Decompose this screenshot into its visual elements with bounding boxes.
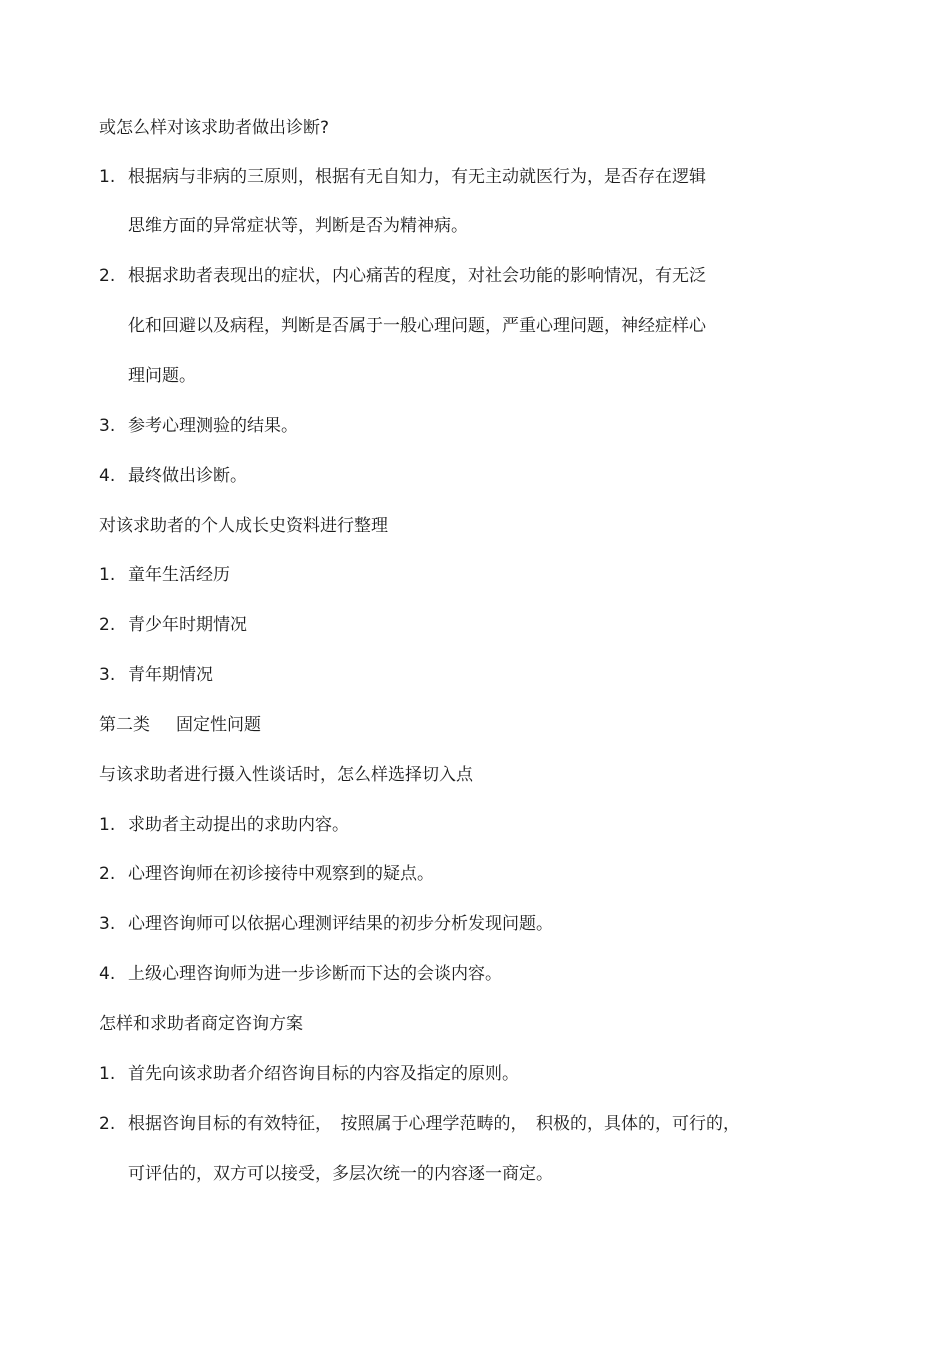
item-text: 思维方面的异常症状等，判断是否为精神病。	[128, 216, 468, 236]
item-text: 化和回避以及病程，判断是否属于一般心理问题，严重心理问题，神经症样心	[128, 316, 706, 336]
category-label: 第二类	[99, 715, 150, 735]
item-text: 上级心理咨询师为进一步诊断而下达的会谈内容。	[128, 964, 502, 984]
section-heading: 怎样和求助者商定咨询方案	[99, 1014, 303, 1034]
item-text: 根据咨询目标的有效特征， 按照属于心理学范畴的， 积极的，具体的，可行的，	[128, 1114, 740, 1134]
item-text: 最终做出诊断。	[128, 466, 247, 486]
item-text: 童年生活经历	[128, 565, 230, 585]
item-number: 4.	[99, 964, 116, 984]
item-number: 3.	[99, 416, 116, 436]
item-text: 首先向该求助者介绍咨询目标的内容及指定的原则。	[128, 1064, 519, 1084]
item-text: 理问题。	[128, 366, 196, 386]
category-title: 固定性问题	[176, 715, 261, 735]
item-text: 可评估的，双方可以接受，多层次统一的内容逐一商定。	[128, 1164, 553, 1184]
section-heading: 与该求助者进行摄入性谈话时，怎么样选择切入点	[99, 765, 473, 785]
section-heading: 对该求助者的个人成长史资料进行整理	[99, 516, 388, 536]
item-number: 3.	[99, 914, 116, 934]
section-heading: 或怎么样对该求助者做出诊断?	[99, 118, 330, 138]
item-text: 参考心理测验的结果。	[128, 416, 298, 436]
item-text: 根据求助者表现出的症状，内心痛苦的程度，对社会功能的影响情况，有无泛	[128, 266, 706, 286]
item-number: 4.	[99, 466, 116, 486]
item-number: 1.	[99, 167, 116, 187]
item-number: 2.	[99, 864, 116, 884]
item-text: 求助者主动提出的求助内容。	[128, 815, 349, 835]
item-number: 3.	[99, 665, 116, 685]
item-text: 心理咨询师在初诊接待中观察到的疑点。	[128, 864, 434, 884]
item-text: 青少年时期情况	[128, 615, 247, 635]
item-number: 1.	[99, 565, 116, 585]
item-text: 青年期情况	[128, 665, 213, 685]
item-number: 2.	[99, 266, 116, 286]
item-number: 1.	[99, 815, 116, 835]
category-heading	[99, 713, 261, 737]
item-number: 1.	[99, 1064, 116, 1084]
item-number: 2.	[99, 1114, 116, 1134]
item-number: 2.	[99, 615, 116, 635]
item-text: 根据病与非病的三原则，根据有无自知力，有无主动就医行为，是否存在逻辑	[128, 167, 706, 187]
item-text: 心理咨询师可以依据心理测评结果的初步分析发现问题。	[128, 914, 553, 934]
